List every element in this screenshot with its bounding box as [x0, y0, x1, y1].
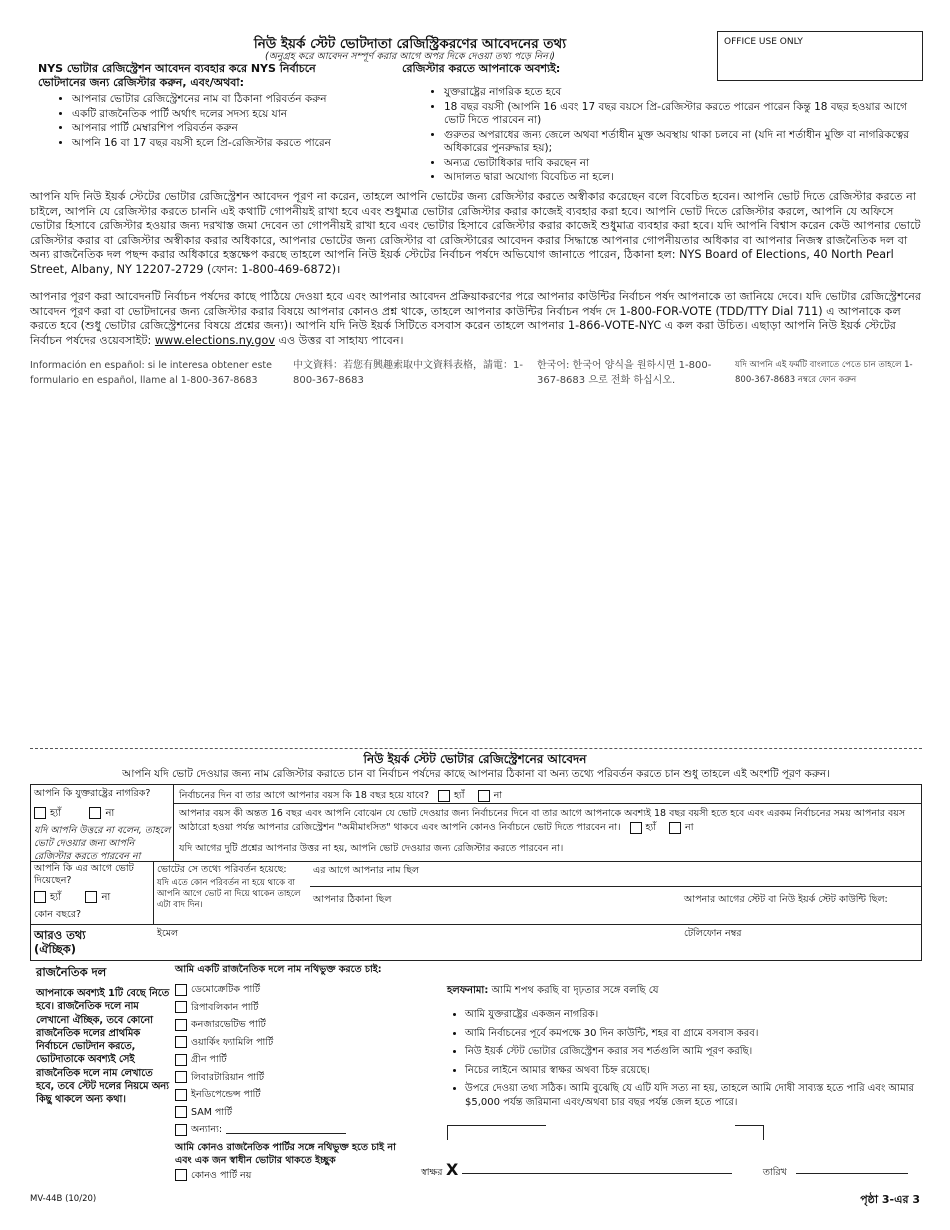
info-changed-cell	[157, 863, 305, 911]
party-checkbox[interactable]	[175, 1019, 187, 1031]
party-option-republican[interactable]	[175, 999, 415, 1017]
list-item: • অন্যত্র ভোটাধিকার দাবি করছেন না	[444, 157, 917, 171]
which-year-label: কোন বছরে?	[34, 909, 82, 920]
party-option-democratic[interactable]	[175, 981, 415, 999]
intro-right-heading: রেজিস্টার করতে আপনাকে অবশ্যই:	[402, 62, 561, 75]
party-option-none[interactable]	[175, 1167, 415, 1185]
page-number: পৃষ্ঠা 3-এর 3	[860, 1193, 920, 1206]
preregister-yes-checkbox[interactable]	[630, 822, 642, 834]
party-checkbox[interactable]	[175, 1054, 187, 1066]
form-title: নিউ ইয়র্ক স্টেট ভোটার রেজিস্ট্রেশনের আবেদন	[363, 752, 587, 766]
grid-line	[310, 886, 921, 887]
signature-x: X	[445, 1160, 459, 1179]
oath-intro: আমি শপথ করছি বা দৃঢ়তার সঙ্গে বলছি যে	[491, 985, 659, 996]
oath-intro-line	[447, 983, 917, 1000]
info-changed-note: যদি এতে কোন পরিবর্তন না হয়ে থাকে বা আপনি আগে ভোট না দিয়ে থাকেন তাহলে এটা বাদ দিন।	[157, 878, 301, 910]
party-checkbox[interactable]	[175, 1001, 187, 1013]
party-checkbox[interactable]	[175, 1169, 187, 1181]
party-checkbox[interactable]	[175, 1071, 187, 1083]
list-item: • গুরুতর অপরাধের জন্য জেলে অথবা শর্তাধীন মুক্ত অবস্থায় থাকা চলবে না (যদি না শর্তাধীন মুক্তি বা নাগরিকত্বের অধিকারের পুনরুদ্ধার হয়);	[444, 129, 917, 156]
oath-list	[447, 1008, 917, 1109]
grid-line	[153, 861, 154, 924]
intro-left	[38, 62, 358, 151]
party-selection	[175, 963, 415, 1184]
party-label: লিবারটারিয়ান পার্টি	[191, 1071, 265, 1083]
date-input[interactable]	[796, 1173, 908, 1174]
list-item: • আমি যুক্তরাষ্ট্রের একজন নাগরিক।	[465, 1008, 917, 1022]
oath-label: হলফনামা:	[447, 985, 489, 996]
list-item: • উপরে দেওয়া তথ্য সঠিক। আমি বুঝেছি যে এটি যদি সত্য না হয়, তাহলে আমি দোষী সাব্যস্ত হতে পারি এবং আমার $5,000 পর্যন্ত জরিমানা এবং/অথবা চার বছর পর্যন্ত জেল হতে পারে।	[465, 1082, 917, 1109]
list-item: • 18 বছর বয়সী (আপনি 16 এবং 17 বছর বয়সে প্রি-রেজিস্টার করতে পারেন পারেন কিন্তু 18 বছর হওয়ার আগে ভোট দিতে পারবেন না)	[444, 101, 917, 128]
intro-left-list	[38, 93, 358, 150]
party-label: রিপাবলিকান পার্টি	[191, 1001, 259, 1013]
spanish-note: Información en español: si le interesa obtener este formulario en español, llame al 1-800-367-8683	[30, 360, 272, 386]
prev-county-label: আপনার আগের স্টেট বা নিউ ইয়র্ক স্টেট কাউন্টি ছিল:	[684, 894, 888, 905]
voted-before-question: আপনি কি এর আগে ভোট দিয়েছেন?	[34, 863, 134, 886]
info-changed-label: ভোটের সে তথ্যে পরিবর্তন হয়েছে:	[157, 864, 287, 875]
party-checkbox[interactable]	[175, 1089, 187, 1101]
age-no-label: না	[493, 790, 502, 801]
party-label: SAM পার্টি	[191, 1106, 233, 1118]
intro-right	[402, 62, 917, 186]
party-option-conservative[interactable]	[175, 1016, 415, 1034]
chinese-note: 中文資料：若您有興趣索取中文資料表格，請電：1-800-367-8683	[293, 360, 523, 386]
age-no-checkbox[interactable]	[478, 790, 490, 802]
form-code: MV-44B (10/20)	[30, 1194, 97, 1204]
party-label: ওয়ার্কিং ফ্যামিলি পার্টি	[191, 1036, 274, 1048]
cut-line	[30, 748, 922, 749]
more-info-label: আরও তথ্য (ঐচ্ছিক)	[34, 928, 86, 956]
preregister-question: আপনার বয়স কী অন্তত 16 বছর এবং আপনি বোঝেন যে ভোট দেওয়ার জন্য নির্বাচনের দিনে বা তার আগে আপনাকে অবশ্যই 18 বছর বয়সী হতে হবে এবং এরকম নির্বাচনের সময় আপনার বয়স আঠারো হওয়া পর্যন্ত আপনার রেজিস্ট্রেশন "অমীমাংসিত" থাকবে এবং আপনি কোনও নির্বাচনে ভোট দিতে পারবেন না।	[179, 808, 906, 833]
party-option-libertarian[interactable]	[175, 1069, 415, 1087]
no-party-statement: আমি কোনও রাজনৈতিক পার্টির সঙ্গে নথিভুক্ত হতে চাই না এবং এক জন স্বাধীন ভোটার থাকতে ইচ্ছুক	[175, 1141, 396, 1166]
citizen-question: আপনি কি যুক্তরাষ্ট্রের নাগরিক?	[34, 788, 151, 799]
party-heading: রাজনৈতিক দল	[36, 965, 107, 979]
list-item: • আদালত দ্বারা অযোগ্য বিবেচিত না হলে।	[444, 171, 917, 185]
grid-line	[30, 784, 922, 785]
signature-box-corner	[447, 1125, 546, 1140]
citizen-question-cell	[34, 787, 172, 863]
page-title: নিউ ইয়র্ক স্টেট ভোটদাতা রেজিস্ট্রিকরণের আবেদনের তথ্য	[253, 36, 567, 52]
signature-row	[421, 1160, 921, 1181]
age-yes-label: হ্যাঁ	[454, 790, 465, 801]
party-option-green[interactable]	[175, 1051, 415, 1069]
age-yes-checkbox[interactable]	[438, 790, 450, 802]
party-option-other[interactable]	[175, 1121, 415, 1139]
contact-paragraph	[30, 290, 922, 348]
page-subtitle: (অনুগ্রহ করে আবেদন সম্পূর্ণ করার আগে অপর দিকে দেওয়া তথ্য পড়ে নিন।)	[265, 51, 555, 62]
age-question: নির্বাচনের দিন বা তার আগে আপনার বয়স কি 18 বছর হয়ে যাবে?	[179, 790, 429, 801]
party-checkbox[interactable]	[175, 1106, 187, 1118]
signature-box-corner	[735, 1125, 764, 1140]
form-subtitle: আপনি যদি ভোট দেওয়ার জন্য নাম রেজিস্টার করাতে চান বা নির্বাচন পর্ষদের কাছে আপনার ঠিকানা বা অন্য তথ্যে পরিবর্তন করতে চান শুধু তাহলে এই অংশটি পূরণ করুন।	[122, 768, 830, 780]
prev-address-label: আপনার ঠিকানা ছিল	[313, 894, 392, 905]
voted-no-label: না	[101, 892, 111, 903]
grid-line	[173, 784, 174, 861]
grid-line	[30, 784, 31, 960]
citizen-no-checkbox[interactable]	[89, 807, 101, 819]
party-label: ইনডিপেন্ডেন্স পার্টি	[191, 1089, 261, 1100]
signature-input[interactable]	[462, 1173, 732, 1174]
party-option-independence[interactable]	[175, 1086, 415, 1104]
other-party-input[interactable]	[226, 1133, 346, 1134]
date-label: তারিখ	[762, 1167, 787, 1178]
citizen-no-label: না	[105, 808, 115, 819]
age-question-row	[179, 789, 919, 804]
voted-yes-checkbox[interactable]	[34, 891, 46, 903]
privacy-paragraph: আপনি যদি নিউ ইয়র্ক স্টেটের ভোটার রেজিস্ট্রেশন আবেদন পূরণ না করেন, তাহলে আপনি ভোটের জন্য রেজিস্টার করতে অস্বীকার করেছেন বলে বিবেচিত হবেন। আপনি ভোট দিতে রেজিস্টার করতে না চাইলে, আপনি যে রেজিস্টার করতে চাননি এই কথাটি গোপনীয়ই রাখা হবে এবং শুধুমাত্র ভোটার রেজিস্টার করার কাজেই ব্যবহার করা হবে। আপনি ভোট দিতে রেজিস্টার করলে, আপনি যে অফিসে ভোটার হিসাবে রেজিস্টার হওয়ার জন্য দরখাস্ত জমা দেবেন তা গোপনীয়ই রাখা হবে এবং ভোটার হিসাবে রেজিস্টার করার কাজেই শুধুমাত্র ব্যবহার করা হবে। যদি আপনি বিশ্বাস করেন কেউ আপনার ভোটে রেজিস্টার করার বা রেজিস্টার অস্বীকার করার অধিকারে, আপনার ভোটের জন্য রেজিস্টার বা রেজিস্টারের আবেদন করার সিদ্ধান্তে আপনার গোপনীয়তার অধিকার বা আপনার নিজস্ব রাজনৈতিক দল বা অন্য রাজনৈতিক দল পছন্দ করার অধিকারে হস্তক্ষেপ করছে তাহলে আপনি নিউ ইয়র্ক স্টেটের নির্বাচন পর্ষদে অভিযোগ জানাতে পারেন, ঠিকানা হল: NYS Board of Elections, 40 North Pearl Street, Albany, NY 12207-2729 (ফোন: 1-800-469-6872)।	[30, 190, 921, 276]
citizen-note: যদি আপনি উত্তরে না বলেন, তাহলে ভোট দেওয়ার জন্য আপনি রেজিস্টার করতে পারবেন না	[34, 825, 171, 862]
list-item: • নিচের লাইনে আমার স্বাক্ষর অথবা চিহ্ন রয়েছে।	[465, 1064, 917, 1078]
oath-section	[447, 983, 917, 1114]
party-enroll-label: আমি একটি রাজনৈতিক দলে নাম নথিভুক্ত করতে চাই:	[175, 964, 382, 975]
list-item: • একটি রাজনৈতিক পার্টি অর্থাৎ দলের সদস্য হয়ে যান	[72, 108, 358, 122]
party-option-working-families[interactable]	[175, 1034, 415, 1052]
bengali-note: যদি আপনি এই ফর্মটি বাংলাতে পেতে চান তাহলে 1-800-367-8683 নম্বরে ফোন করুন	[735, 360, 913, 385]
party-label: কোনও পার্টি নয়	[191, 1169, 252, 1181]
citizen-yes-label: হ্যাঁ	[50, 808, 62, 819]
party-option-sam[interactable]	[175, 1104, 415, 1122]
preregister-row	[179, 807, 917, 835]
grid-line	[30, 960, 922, 961]
list-item: • আমি নির্বাচনের পূর্বে কমপক্ষে 30 দিন কাউন্টি, শহর বা গ্রামে বসবাস করব।	[465, 1027, 917, 1041]
office-use-label: OFFICE USE ONLY	[724, 37, 803, 47]
voted-before-cell	[34, 863, 152, 923]
age-no-note: যদি আগের দুটি প্রশ্নের আপনার উত্তর না হয়, আপনি ভোট দেওয়ার জন্য রেজিস্টার করতে পারবেন না।	[179, 843, 564, 854]
email-label: ইমেল	[157, 928, 179, 939]
contact-text: আপনার পূরণ করা আবেদনটি নির্বাচন পর্ষদের কাছে পাঠিয়ে দেওয়া হবে এবং আপনার আবেদন প্রক্রিয়াকরণের পরে আপনার কাউন্টির নির্বাচন পর্ষদ আপনাকে তা জানিয়ে দেবে। যদি ভোটার রেজিস্ট্রেশনের আবেদন পূরণ করা বা ভোটদানের জন্য রেজিস্টার করার বিষয়ে আপনার কোনও প্রশ্ন থাকে, তাহলে আপনার কাউন্টির নির্বাচন পর্ষদ দে 1-800-FOR-VOTE (TDD/TTY Dial 711) এ আপনাকে কল করতে হবে (শুধু ভোটার রেজিস্ট্রেশনের বিষয়ে প্রশ্নের জন্য)। আপনি যদি নিউ ইয়র্ক সিটিতে বসবাস করেন তাহলে আপনার 1-866-VOTE-NYC এ কল করা উচিত। এছাড়া আপনি নিউ ইয়র্ক স্টেটের নির্বাচন পর্ষদের ওয়েবসাইট:	[30, 290, 922, 347]
party-label: ডেমোক্রেটিক পার্টি	[191, 984, 261, 995]
party-checkbox[interactable]	[175, 1036, 187, 1048]
voted-before-options	[34, 890, 152, 907]
voted-no-checkbox[interactable]	[85, 891, 97, 903]
voted-yes-label: হ্যাঁ	[50, 892, 62, 903]
list-item: • নিউ ইয়র্ক স্টেট ভোটার রেজিস্ট্রেশন করার সব শর্তগুলি আমি পূরণ করছি।	[465, 1045, 917, 1059]
list-item: • আপনার ভোটার রেজিস্ট্রেশনের নাম বা ঠিকানা পরিবর্তন করুন	[72, 93, 358, 107]
elections-website-link[interactable]: www.elections.ny.gov	[154, 333, 275, 347]
list-item: • আপনি 16 বা 17 বছর বয়সী হলে প্রি-রেজিস্টার করতে পারেন	[72, 137, 358, 151]
intro-right-list	[402, 86, 917, 185]
intro-left-heading: NYS ভোটার রেজিস্ট্রেশন আবেদন ব্যবহার করে NYS নির্বাচনে ভোটদানের জন্য রেজিস্টার করুন, এবং/অথবা:	[38, 62, 316, 89]
list-item: • যুক্তরাষ্ট্রের নাগরিক হতে হবে	[444, 86, 917, 100]
party-info	[36, 964, 174, 1107]
party-label: গ্রীন পার্টি	[191, 1054, 227, 1065]
preregister-no-label: না	[685, 822, 694, 833]
korean-note: 한국어: 한국어 양식을 원하시면 1-800-367-8683 으로 전화 하십시오.	[537, 360, 712, 386]
citizen-options	[34, 806, 172, 823]
grid-line	[30, 924, 922, 925]
prev-name-label: এর আগে আপনার নাম ছিল	[313, 865, 420, 876]
phone-label: টেলিফোন নম্বর	[684, 928, 742, 939]
party-checkbox[interactable]	[175, 984, 187, 996]
party-checkbox[interactable]	[175, 1124, 187, 1136]
citizen-yes-checkbox[interactable]	[34, 807, 46, 819]
party-label: কনজারভেটিভ পার্টি	[191, 1019, 266, 1030]
signature-label: স্বাক্ষর	[421, 1167, 443, 1178]
party-label: অন্যান্য:	[191, 1124, 223, 1135]
party-note: আপনাকে অবশ্যই 1টি বেছে নিতে হবে। রাজনৈতিক দলে নাম লেখানো ঐচ্ছিক, তবে কোনো রাজনৈতিক দলের প্রাথমিক নির্বাচনে ভোটদান করতে, ভোটদাতাকে অবশ্যই সেই রাজনৈতিক দলে নাম লেখাতে হবে, তবে স্টেট দলের নিয়মে অন্য কিছু থাকলে অন্য কথা।	[36, 988, 170, 1106]
preregister-yes-label: হ্যাঁ	[645, 822, 657, 833]
list-item: • আপনার পার্টি মেম্বারশিপ পরিবর্তন করুন	[72, 122, 358, 136]
contact-text-end: এও উত্তর বা সাহায্য পাবেন।	[274, 333, 404, 347]
preregister-no-checkbox[interactable]	[669, 822, 681, 834]
grid-line	[921, 784, 922, 960]
